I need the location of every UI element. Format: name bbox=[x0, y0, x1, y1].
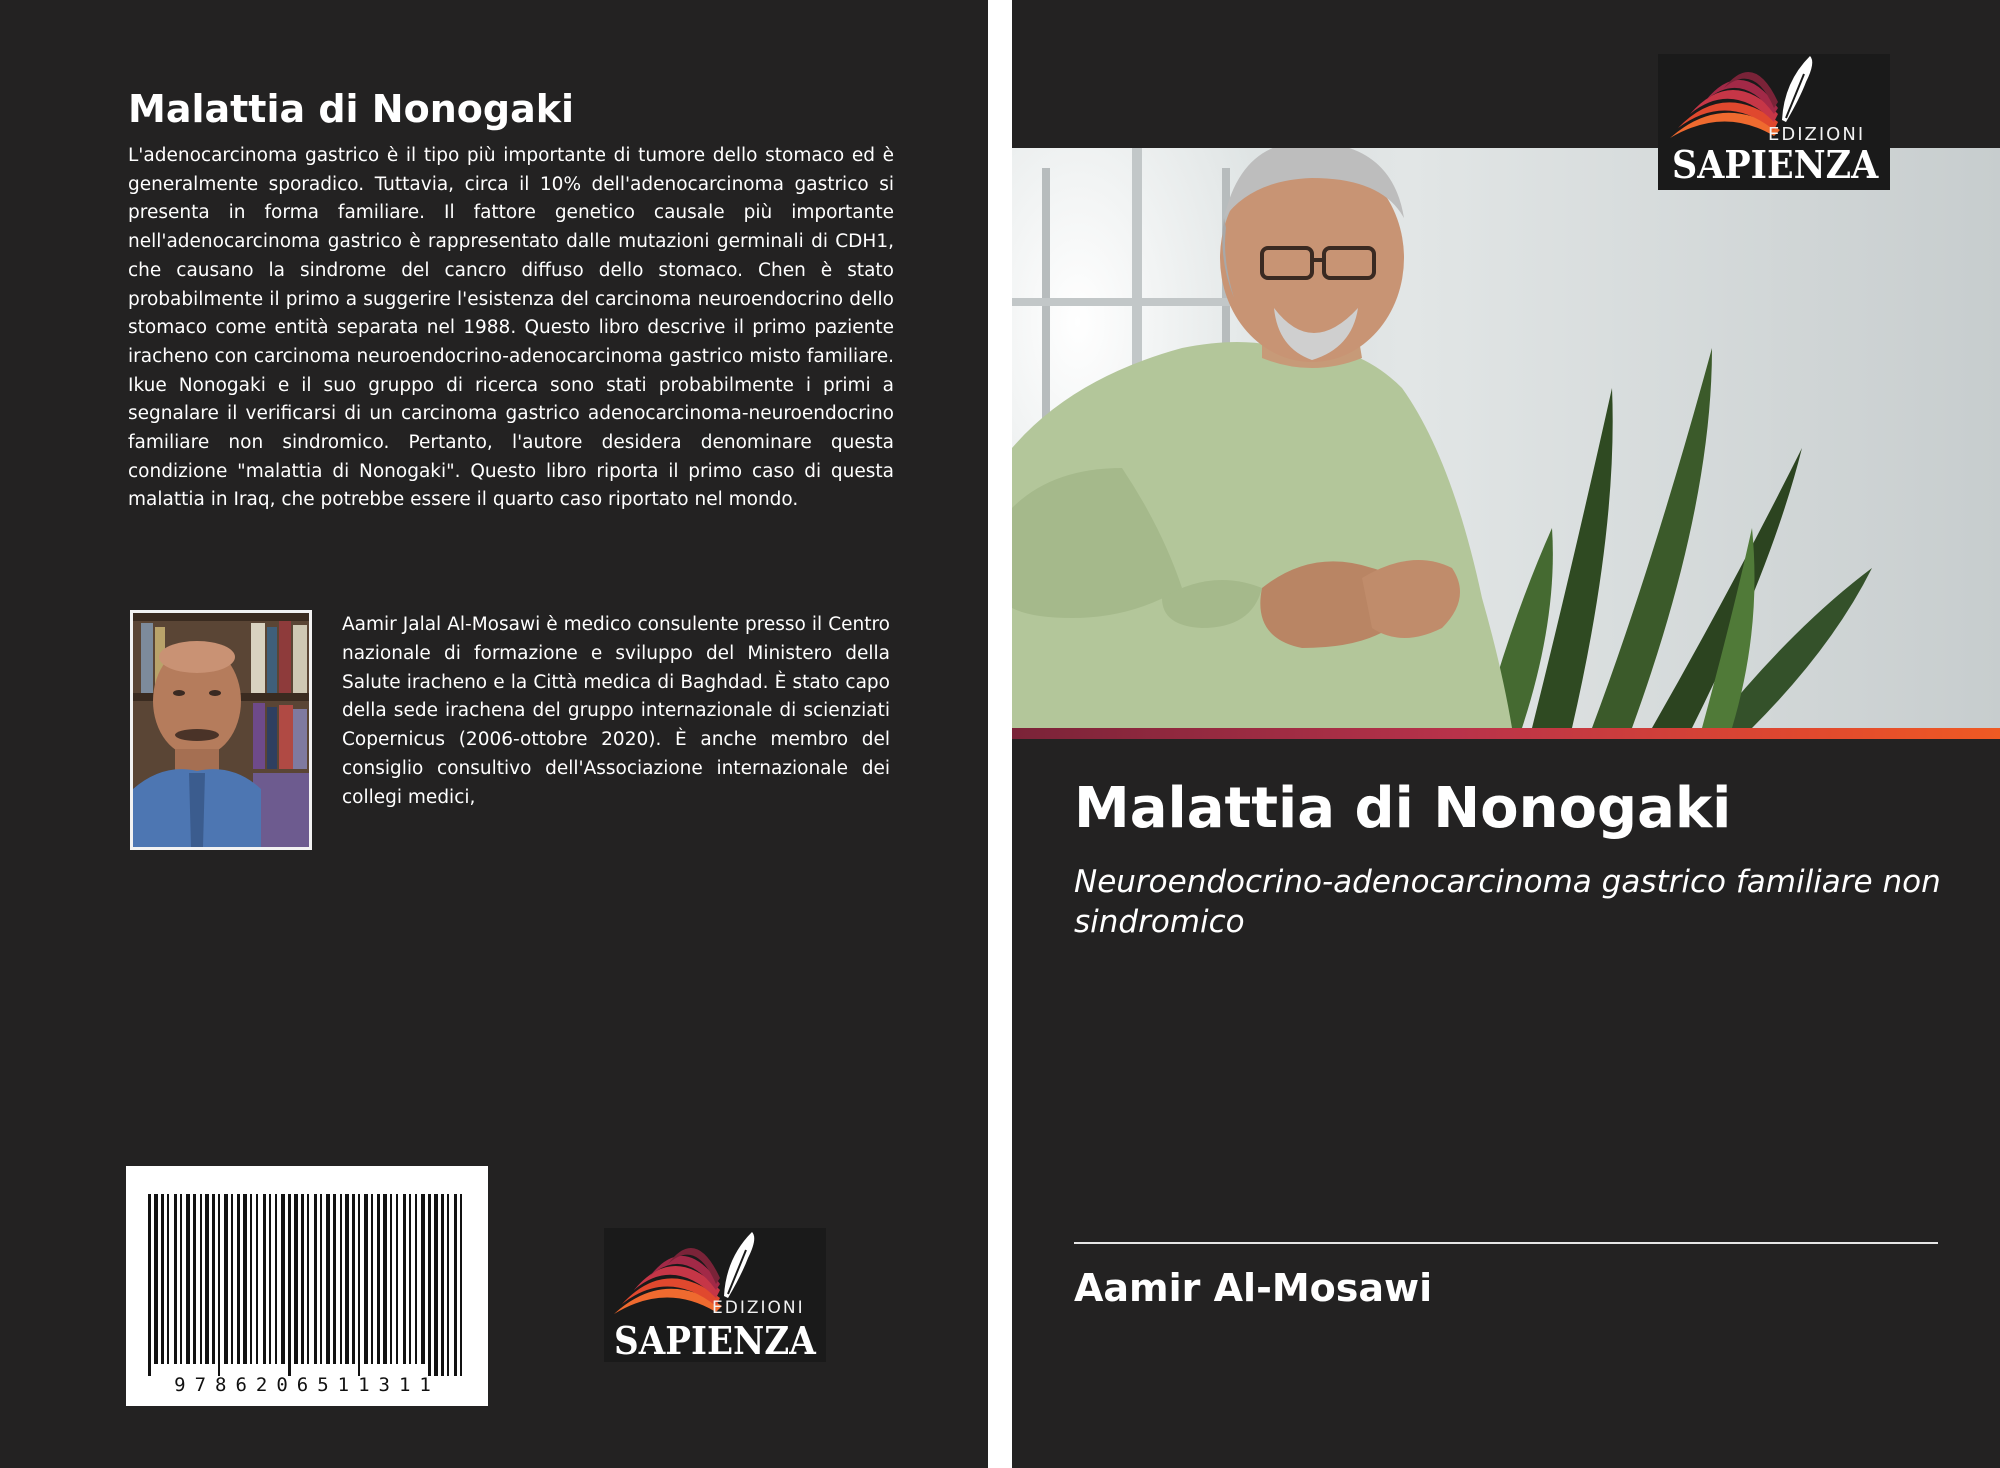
barcode-bar bbox=[281, 1194, 285, 1364]
barcode-bar bbox=[307, 1194, 309, 1364]
barcode-bar bbox=[263, 1194, 266, 1364]
publisher-name-back: SAPIENZA bbox=[614, 1318, 816, 1362]
barcode-bar bbox=[326, 1194, 330, 1364]
barcode-bar bbox=[340, 1194, 342, 1364]
barcode-bar bbox=[174, 1194, 177, 1364]
front-cover bbox=[1012, 0, 2000, 1468]
barcode-bar bbox=[224, 1194, 228, 1364]
barcode-bar bbox=[288, 1194, 291, 1376]
back-cover bbox=[0, 0, 988, 1468]
barcode-bar bbox=[231, 1194, 233, 1364]
publisher-edizioni-front: EDIZIONI bbox=[1768, 124, 1866, 145]
publisher-name-front: SAPIENZA bbox=[1672, 142, 1879, 187]
barcode-bar bbox=[396, 1194, 398, 1364]
publisher-logo-front bbox=[1658, 54, 1890, 190]
barcode-bar bbox=[447, 1194, 449, 1376]
barcode-bar bbox=[421, 1194, 425, 1364]
barcode-bar bbox=[383, 1194, 387, 1364]
author-bio: Aamir Jalal Al-Mosawi è medico consulente presso il Centro nazionale di formazione e sviluppo del Ministero della Salute iracheno e la Città medica di Baghdad. È stato capo della sede irachena del gruppo internazionale di scienziati Copernicus (2006-ottobre 2020). È anche membro del consiglio consultivo dell'Associazione internazionale dei collegi medici, bbox=[342, 614, 890, 808]
book-blurb: L'adenocarcinoma gastrico è il tipo più importante di tumore dello stomaco ed è generalmente sporadico. Tuttavia, circa il 10% dell'adenocarcinoma gastrico si presenta in forma familiare. Il fattore genetico causale più importante nell'adenocarcinoma gastrico è rappresentato dalle mutazioni germinali di CDH1, che causano la sindrome del cancro diffuso dello stomaco. Chen è stato probabilmente il primo a suggerire l'esistenza del carcinoma neuroendocrino dello stomaco come entità separata nel 1988. Questo libro descrive il primo paziente iracheno con carcinoma neuroendocrino-adenocarcinoma gastrico misto familiare. Ikue Nonogaki e il suo gruppo di ricerca sono stati probabilmente i primi a segnalare il verificarsi di un carcinoma gastrico adenocarcinoma-neuroendocrino familiare non sindromico. Pertanto, l'autore desidera denominare questa condizione "malattia di Nonogaki". Questo libro riporta il primo caso di questa malattia in Iraq, che potrebbe essere il quarto caso riportato nel mondo. bbox=[128, 145, 894, 511]
barcode-bar bbox=[193, 1194, 196, 1364]
barcode-bar bbox=[212, 1194, 215, 1364]
barcode-bar bbox=[205, 1194, 209, 1364]
barcode-bar bbox=[364, 1194, 368, 1364]
barcode-bar bbox=[390, 1194, 392, 1364]
cover-photo bbox=[1012, 148, 2000, 728]
barcode-bar bbox=[454, 1194, 457, 1376]
barcode-bar bbox=[434, 1194, 438, 1376]
barcode-bar bbox=[154, 1194, 158, 1364]
barcode-bar bbox=[269, 1194, 271, 1364]
barcode-bar bbox=[314, 1194, 317, 1364]
barcode-bars bbox=[126, 1166, 488, 1406]
front-cover-author: Aamir Al-Mosawi bbox=[1074, 1266, 1433, 1310]
barcode-bar bbox=[167, 1194, 169, 1364]
barcode-bar bbox=[460, 1194, 462, 1376]
barcode bbox=[126, 1166, 488, 1406]
barcode-bar bbox=[180, 1194, 182, 1364]
barcode-bar bbox=[403, 1194, 406, 1364]
barcode-bar bbox=[371, 1194, 373, 1364]
barcode-bar bbox=[301, 1194, 304, 1364]
barcode-bar bbox=[256, 1194, 258, 1364]
barcode-bar bbox=[409, 1194, 411, 1364]
barcode-bar bbox=[377, 1194, 380, 1364]
front-cover-subtitle: Neuroendocrino-adenocarcinoma gastrico familiare non sindromico bbox=[1074, 864, 1941, 940]
barcode-bar bbox=[275, 1194, 277, 1364]
back-cover-title: Malattia di Nonogaki bbox=[128, 87, 575, 131]
barcode-bar bbox=[415, 1194, 417, 1364]
barcode-bar bbox=[200, 1194, 202, 1364]
barcode-bar bbox=[294, 1194, 298, 1364]
publisher-edizioni-back: EDIZIONI bbox=[712, 1298, 805, 1318]
barcode-bar bbox=[218, 1194, 220, 1376]
barcode-bar bbox=[352, 1194, 355, 1364]
barcode-bar bbox=[250, 1194, 252, 1364]
barcode-bar bbox=[441, 1194, 444, 1376]
barcode-bar bbox=[345, 1194, 349, 1364]
barcode-bar bbox=[428, 1194, 431, 1376]
barcode-bar bbox=[320, 1194, 322, 1364]
barcode-bar bbox=[161, 1194, 164, 1364]
divider-line bbox=[1074, 1242, 1938, 1244]
isbn-number: 9786206511311 bbox=[174, 1374, 440, 1396]
accent-stripe bbox=[1012, 728, 2000, 739]
front-cover-title: Malattia di Nonogaki bbox=[1074, 776, 1732, 841]
barcode-bar bbox=[186, 1194, 190, 1364]
barcode-bar bbox=[237, 1194, 240, 1364]
author-photo bbox=[130, 610, 312, 850]
barcode-bar bbox=[243, 1194, 247, 1364]
barcode-bar bbox=[358, 1194, 360, 1376]
barcode-bar bbox=[148, 1194, 151, 1376]
barcode-bar bbox=[333, 1194, 336, 1364]
publisher-logo-back bbox=[604, 1228, 826, 1362]
